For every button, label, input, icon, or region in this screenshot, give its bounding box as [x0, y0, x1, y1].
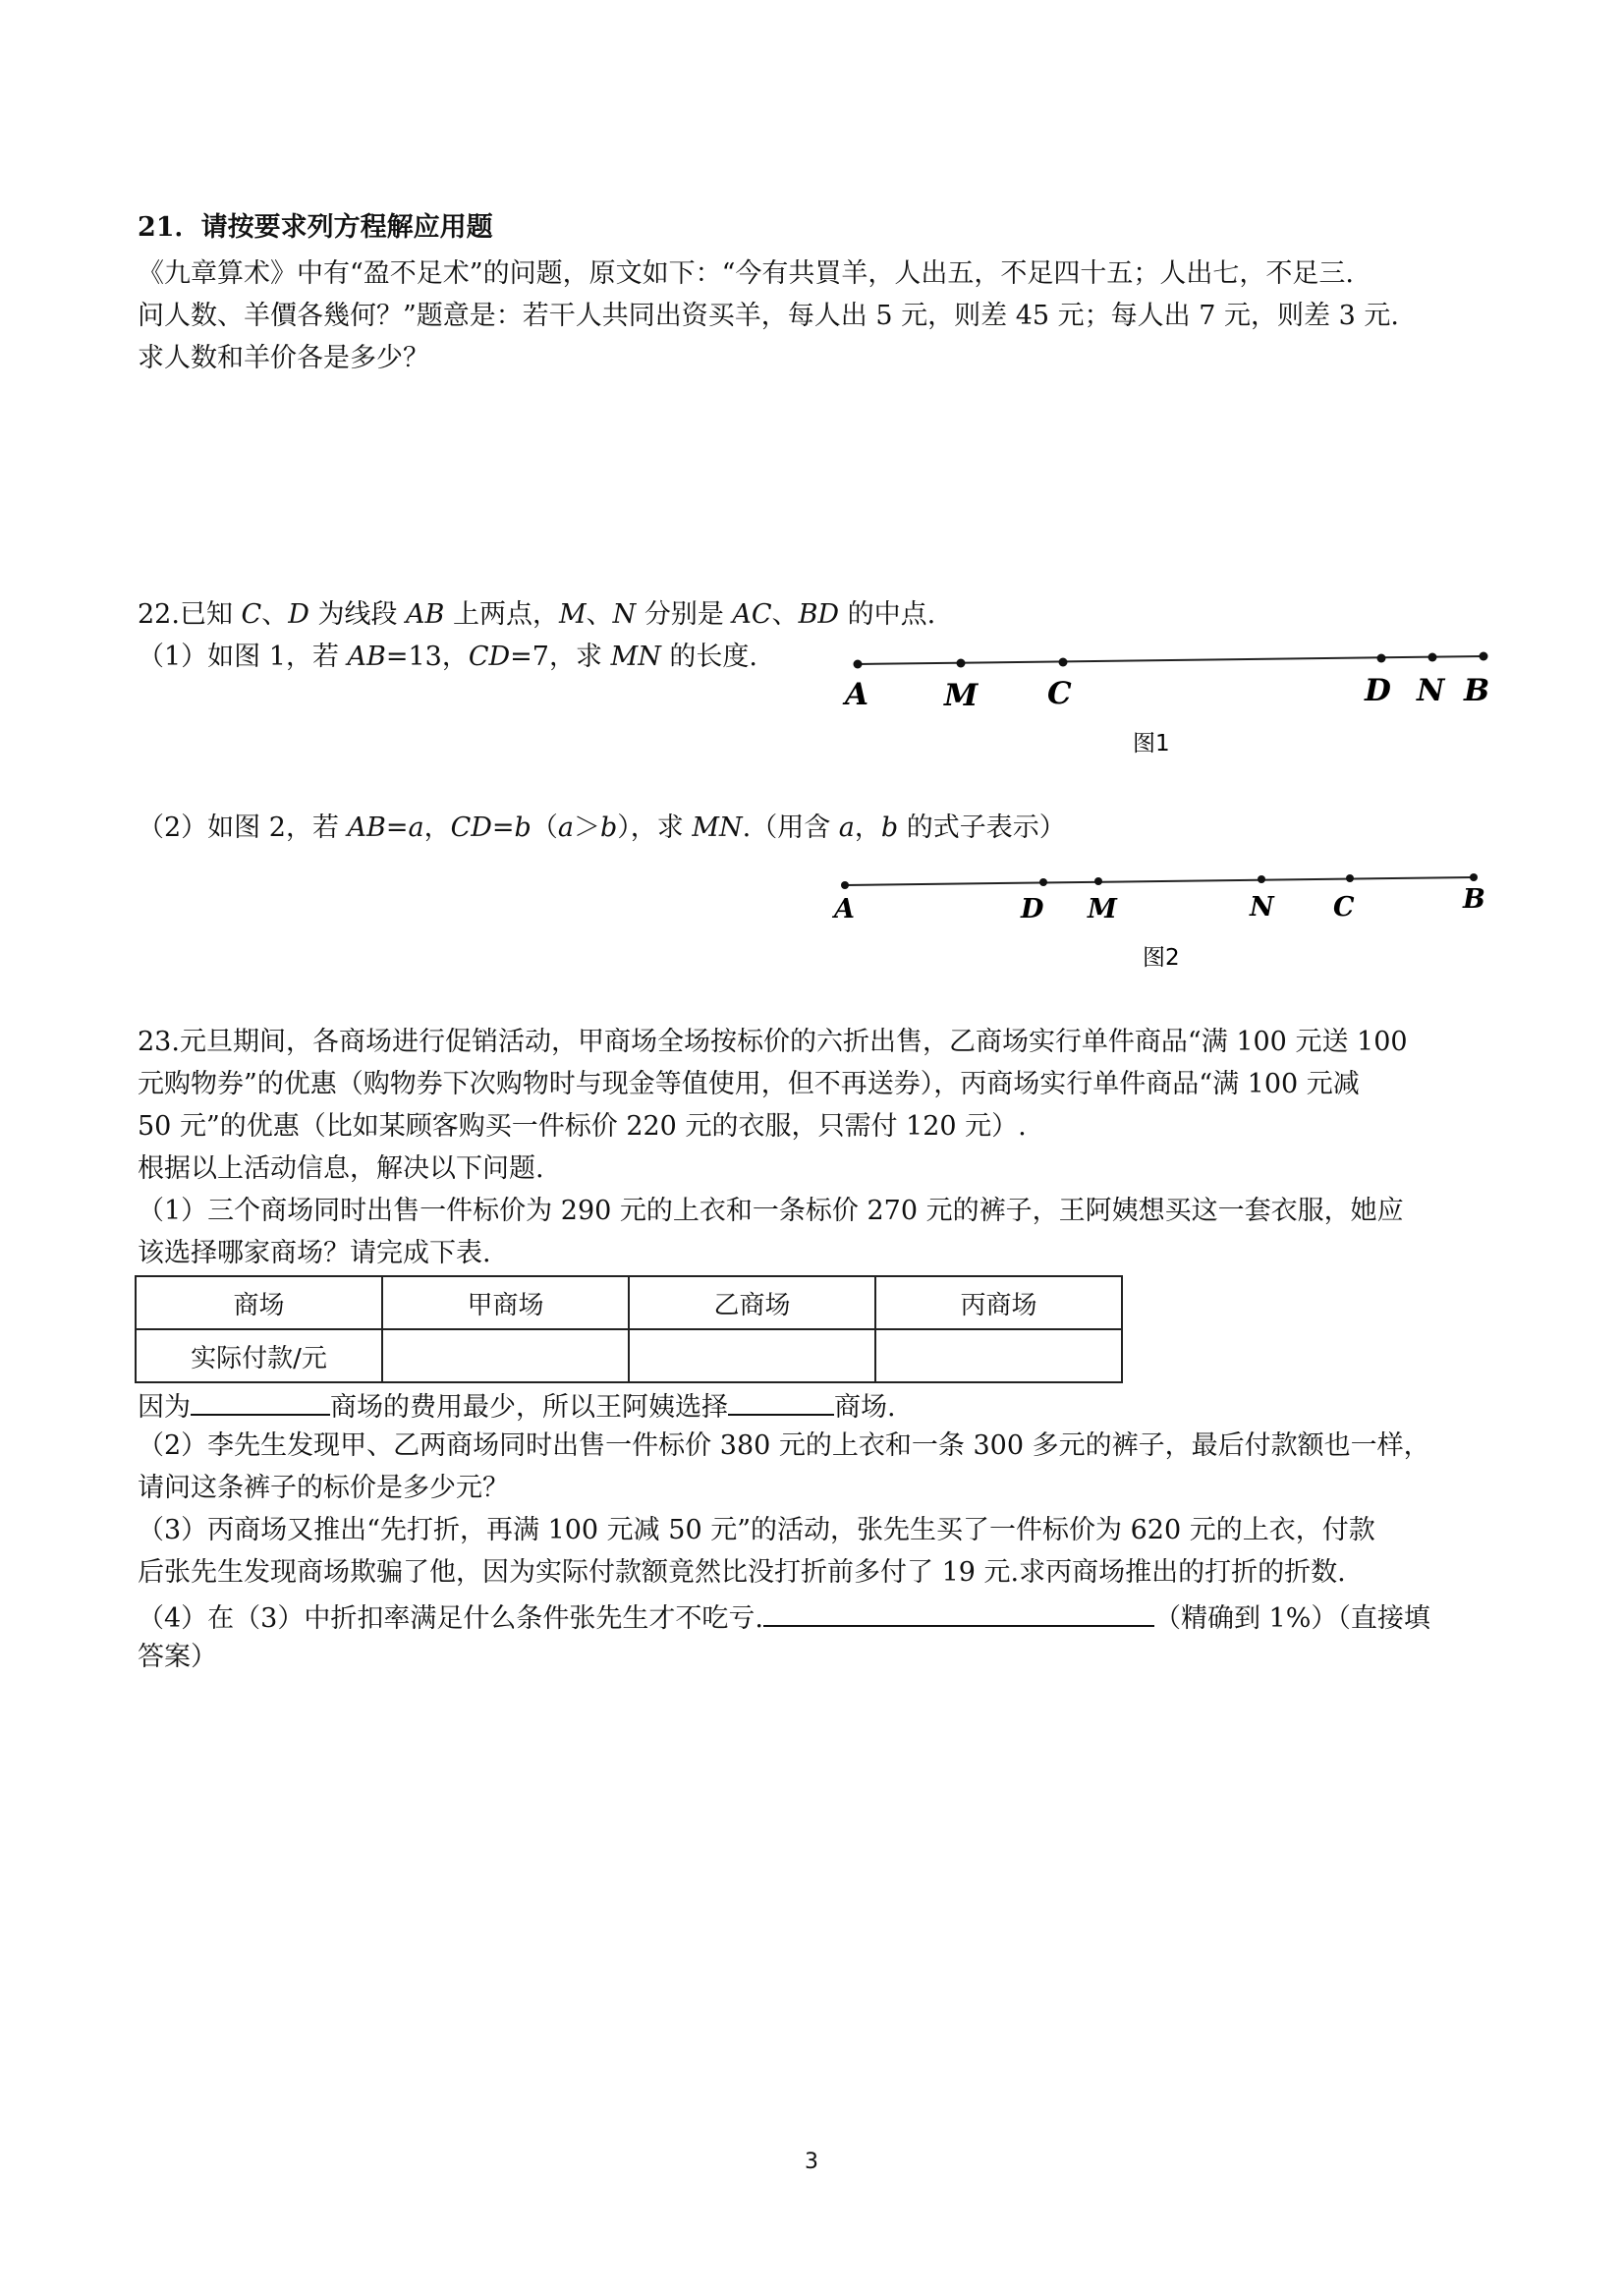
- answer-cell-bing[interactable]: [875, 1329, 1122, 1382]
- fig2-label-a: A: [834, 894, 855, 924]
- q21-line-1: 《九章算术》中有“盈不足术”的问题，原文如下：“今有共買羊，人出五，不足四十五；人出七，不足三.: [138, 258, 1354, 289]
- q23-part-4-line-1: （4）在（3）中折扣率满足什么条件张先生才不吃亏. （精确到 1%）（直接填: [138, 1603, 1430, 1634]
- q23-part-3-line-2: 后张先生发现商场欺骗了他，因为实际付款额竟然比没打折前多付了 19 元.求丙商场推出的打折的折数.: [138, 1557, 1346, 1588]
- q21-line-2: 问人数、羊價各幾何？”题意是：若干人共同出资买羊，每人出 5 元，则差 45 元；每人出 7 元，则差 3 元.: [138, 301, 1399, 331]
- q22-part-1: （1）如图 1，若 AB=13，CD=7，求 MN 的长度.: [138, 642, 758, 672]
- fig1-label-c: C: [1047, 676, 1072, 711]
- q23-line-6: 该选择哪家商场？请完成下表.: [138, 1238, 491, 1268]
- fig2-point-b: [1470, 873, 1478, 881]
- q22-intro: 22.已知 C、D 为线段 AB 上两点，M、N 分别是 AC、BD 的中点.: [138, 599, 936, 630]
- table-header-cell: 商场: [136, 1276, 382, 1329]
- q21-title: 21．请按要求列方程解应用题: [138, 212, 493, 243]
- page-number: 3: [805, 2150, 818, 2174]
- table-header-cell: 甲商场: [382, 1276, 629, 1329]
- q23-part-2-line-2: 请问这条裤子的标价是多少元？: [138, 1473, 509, 1503]
- fig2-point-m: [1094, 877, 1102, 885]
- fig2-label-c: C: [1333, 892, 1355, 923]
- q23-line-1: 23.元旦期间，各商场进行促销活动，甲商场全场按标价的六折出售，乙商场实行单件商品“满 100 元送 100: [138, 1027, 1408, 1057]
- fig2-label-n: N: [1250, 892, 1274, 923]
- q23-line-3: 50 元”的优惠（比如某顾客购买一件标价 220 元的衣服，只需付 120 元）.: [138, 1111, 1027, 1142]
- table-header-cell: 丙商场: [875, 1276, 1122, 1329]
- q23-part-2-line-1: （2）李先生发现甲、乙两商场同时出售一件标价 380 元的上衣和一条 300 多元的裤子，最后付款额也一样，: [138, 1430, 1430, 1461]
- fig1-label-b: B: [1464, 673, 1490, 708]
- answer-cell-yi[interactable]: [629, 1329, 875, 1382]
- price-table: [135, 1275, 1123, 1383]
- fig2-point-c: [1346, 874, 1354, 882]
- fig2-caption: 图2: [1143, 945, 1180, 971]
- row-label-cell: 实际付款/元: [136, 1329, 382, 1382]
- q23-line-4: 根据以上活动信息，解决以下问题.: [138, 1153, 544, 1184]
- fig1-label-m: M: [944, 678, 979, 713]
- q21-line-3: 求人数和羊价各是多少？: [138, 343, 429, 373]
- table-header-cell: 乙商场: [629, 1276, 875, 1329]
- fig2-label-d: D: [1021, 894, 1044, 924]
- fig1-label-d: D: [1365, 673, 1391, 708]
- fig2-point-d: [1039, 878, 1047, 886]
- table-header-row: [136, 1276, 1122, 1329]
- fig1-caption: 图1: [1133, 731, 1170, 756]
- fig2-point-a: [841, 881, 849, 889]
- q23-part-4-line-2: 答案）: [138, 1642, 217, 1672]
- q23-part-3-line-1: （3）丙商场又推出“先打折，再满 100 元减 50 元”的活动，张先生买了一件标价为 620 元的上衣，付款: [138, 1515, 1375, 1545]
- fig2-label-b: B: [1463, 884, 1485, 915]
- q22-part-2: （2）如图 2，若 AB=a，CD=b（a＞b），求 MN.（用含 a，b 的式子表示）: [138, 812, 1066, 843]
- q23-line-2: 元购物券”的优惠（购物券下次购物时与现金等值使用，但不再送券），丙商场实行单件商品“满 100 元减: [138, 1069, 1360, 1099]
- blank-cheapest-store[interactable]: [191, 1390, 330, 1416]
- fig1-label-a: A: [845, 677, 869, 712]
- fig2-point-n: [1258, 875, 1265, 883]
- blank-chosen-store[interactable]: [728, 1390, 834, 1416]
- fig1-label-n: N: [1417, 673, 1445, 708]
- blank-discount-condition[interactable]: [763, 1601, 1154, 1627]
- q23-because: 因为 商场的费用最少，所以王阿姨选择 商场.: [138, 1392, 896, 1423]
- fig2-label-m: M: [1088, 894, 1117, 924]
- answer-cell-jia[interactable]: [382, 1329, 629, 1382]
- table-row: [136, 1329, 1122, 1382]
- q23-line-5: （1）三个商场同时出售一件标价为 290 元的上衣和一条标价 270 元的裤子，王阿姨想买这一套衣服，她应: [138, 1196, 1404, 1226]
